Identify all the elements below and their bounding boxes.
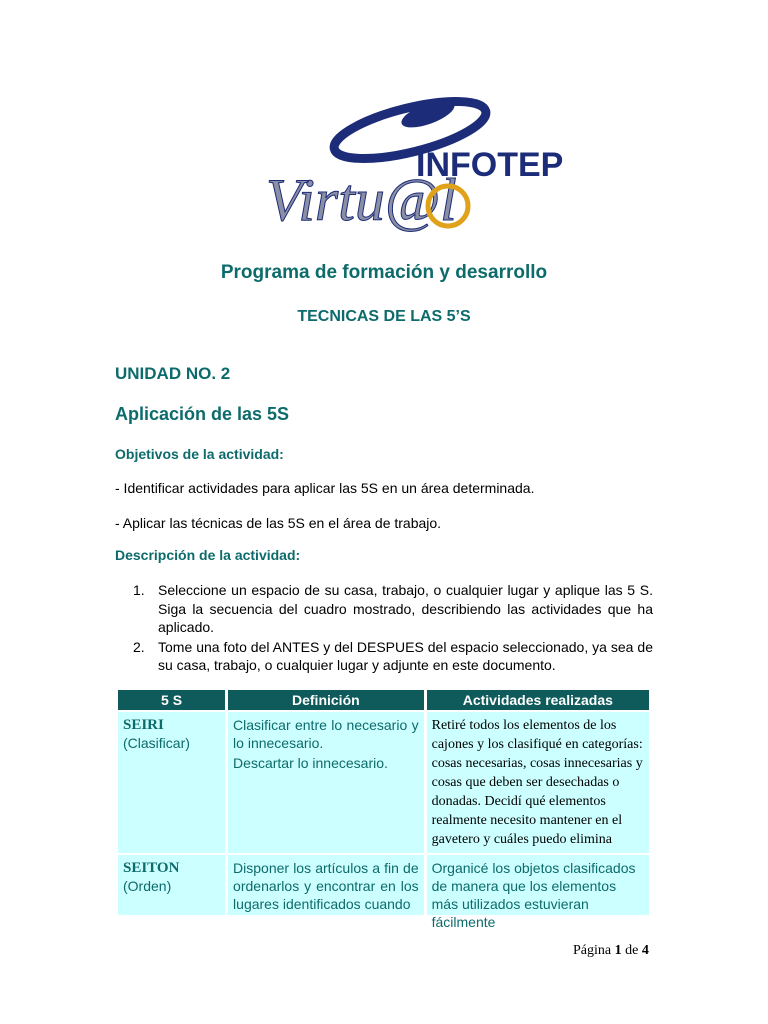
description-item — [133, 581, 653, 637]
s-label: (Orden) — [123, 878, 172, 894]
page-subtitle: TECNICAS DE LAS 5’S — [297, 308, 471, 325]
page-footer — [573, 943, 649, 959]
footer-of: de — [625, 943, 639, 958]
five-s-table — [115, 688, 652, 930]
s-name: SEIRI — [123, 717, 164, 733]
objective-item: - Identificar actividades para aplicar las 5S en un área determinada. — [115, 480, 535, 496]
activity-cell — [427, 712, 649, 853]
definition-text: Disponer los artículos a fin de ordenarlos y encontrar en los lugares identificados cuando — [233, 860, 419, 912]
s-cell — [118, 712, 225, 853]
s-cell — [118, 855, 225, 915]
definition-cell — [228, 855, 424, 915]
item-number: 2. — [133, 638, 145, 655]
page-title: Programa de formación y desarrollo — [220, 262, 548, 283]
definition-cell — [228, 712, 424, 853]
item-number: 1. — [133, 582, 145, 598]
activity-text: Retiré todos los elementos de los cajones y los clasifiqué en categorías: cosas necesarias, cosas innecesarias y cosas que deben ser desechadas o donadas. Decidí qué elementos realmente necesito mantener en el gavetero y cuáles puedo elimina — [431, 718, 643, 847]
header-activities: Actividades realizadas — [427, 690, 649, 710]
activity-text: Organicé los objetos clasificados de manera que los elementos más utilizados estuvieran fácilmente — [431, 860, 636, 930]
description-list — [133, 581, 653, 676]
table-row — [118, 712, 649, 853]
header-5s: 5 S — [118, 690, 225, 710]
table-header-row — [118, 690, 649, 710]
item-text: Seleccione un espacio de su casa, trabajo, o cualquier lugar y aplique las 5 S. Siga la secuencia del cuadro mostrado, describiendo las actividades que ha aplicado. — [158, 582, 653, 635]
objective-item: - Aplicar las técnicas de las 5S en el área de trabajo. — [115, 515, 442, 531]
svg-text:Virtu@l: Virtu@l — [266, 167, 457, 233]
svg-text:INFOTEP: INFOTEP — [416, 146, 564, 184]
s-name: SEITON — [123, 860, 180, 876]
definition-text: Descartar lo innecesario. — [233, 755, 388, 771]
footer-page: 1 — [614, 943, 622, 958]
unit-heading: UNIDAD NO. 2 — [115, 364, 231, 383]
header-definition: Definición — [228, 690, 424, 710]
table-row — [118, 855, 649, 915]
item-text: Tome una foto del ANTES y del DESPUES del espacio seleccionado, ya sea de su casa, trabajo, o cualquier lugar y adjunte en este documento. — [158, 638, 653, 673]
s-label: (Clasificar) — [123, 735, 190, 751]
description-item — [133, 638, 653, 675]
description-heading: Descripción de la actividad: — [115, 547, 301, 563]
footer-total: 4 — [641, 943, 649, 958]
activity-cell — [427, 855, 649, 930]
infotep-virtual-logo — [258, 88, 564, 238]
section-heading: Aplicación de las 5S — [115, 404, 290, 424]
footer-prefix: Página — [573, 943, 612, 958]
objectives-heading: Objetivos de la actividad: — [115, 446, 284, 462]
definition-text: Clasificar entre lo necesario y lo innecesario. — [233, 717, 419, 751]
